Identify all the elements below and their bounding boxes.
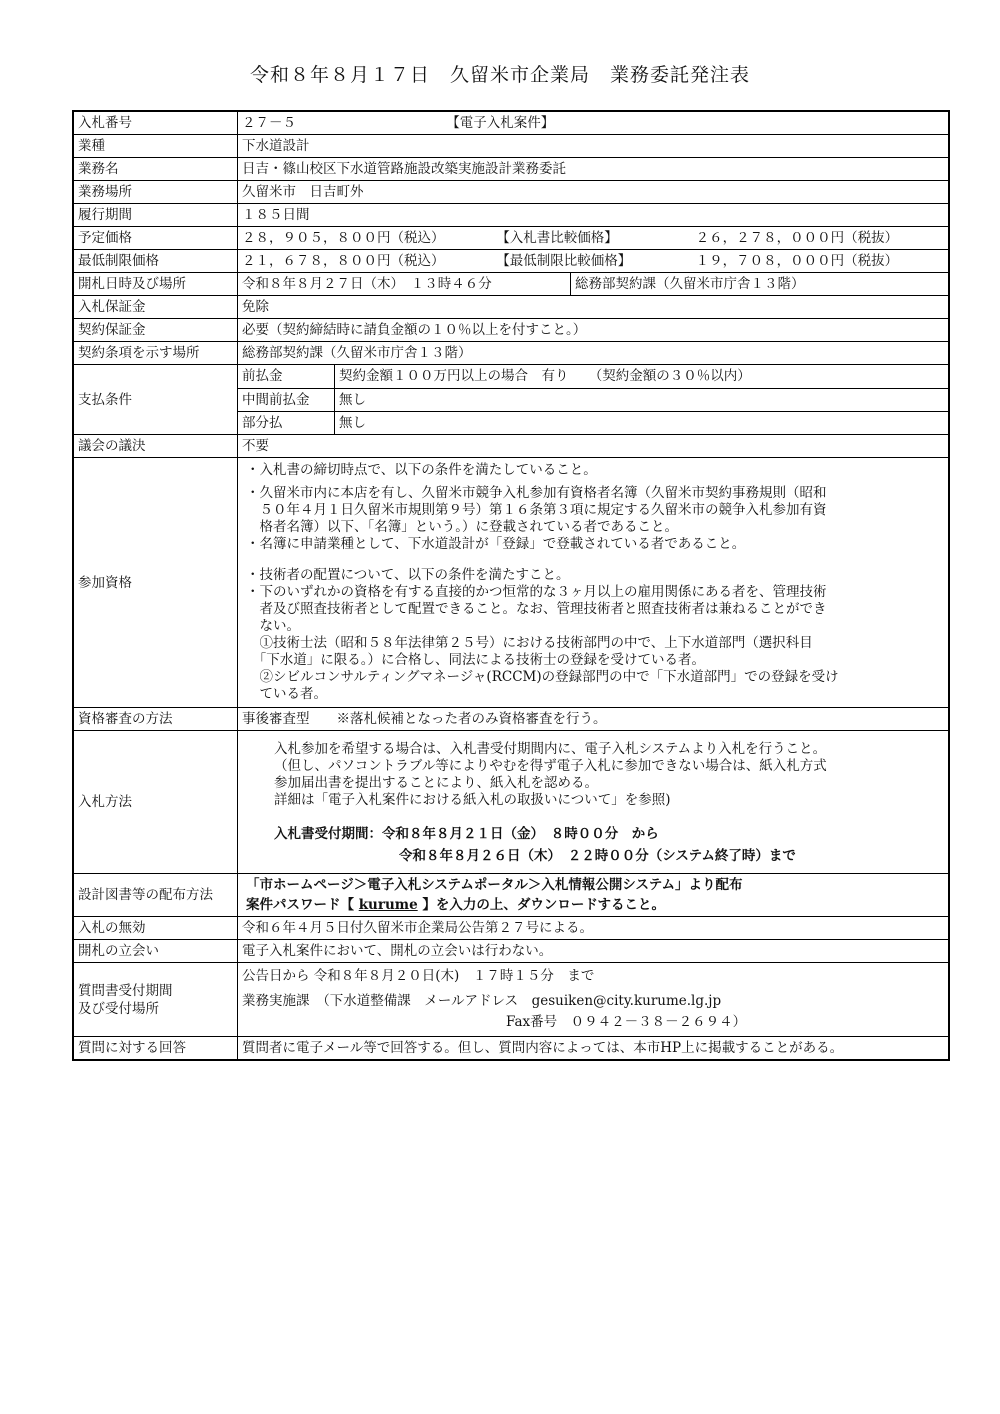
row-terms-place (73, 342, 949, 365)
method-line: 入札参加を希望する場合は、入札書受付期間内に、電子入札システムより入札を行うこと。 (274, 741, 827, 757)
row-contract-deposit (73, 319, 949, 342)
password-prefix: 案件パスワード【 (246, 897, 354, 913)
row-distribution (73, 874, 949, 917)
terms-place-value: 総務部契約課（久留米市庁舎１３階） (238, 342, 950, 365)
row-answer (73, 1037, 949, 1061)
label-review: 資格審査の方法 (73, 708, 238, 731)
qual-line: ②シビルコンサルティングマネージャ(RCCM)の登録部門の中で「下水道部門」での登録を受け (246, 669, 839, 685)
review-value: 事後審査型 ※落札候補となった者のみ資格審査を行う。 (238, 708, 950, 731)
invalid-value: 令和６年４月５日付久留米市企業局公告第２７号による。 (238, 917, 950, 940)
row-period (73, 204, 949, 227)
row-invalid (73, 917, 949, 940)
row-bid-no (73, 111, 949, 135)
opening-datetime: 令和８年８月２７日（木） １３時４６分 (238, 273, 571, 295)
row-planned-price (73, 227, 949, 250)
label-planned-price: 予定価格 (73, 227, 238, 250)
distribution-path: 「市ホームページ＞電子入札システムポータル＞入札情報公開システム」より配布 (246, 877, 743, 893)
question-deadline: 公告日から 令和８年８月２０日(木) １７時１５分 まで (242, 968, 595, 984)
name-value: 日吉・篠山校区下水道管路施設改築実施設計業務委託 (238, 158, 950, 181)
payment-advance-label: 前払金 (238, 365, 335, 388)
row-council (73, 435, 949, 458)
witness-value: 電子入札案件において、開札の立会いは行わない。 (238, 940, 950, 963)
bid-period-from: 令和８年８月２１日（金） ８時００分 から (382, 826, 659, 842)
payment-advance-value: 契約金額１００万円以上の場合 有り （契約金額の３０％以内） (335, 365, 949, 388)
payment-interim-value: 無し (335, 388, 949, 411)
planned-compare-label: 【入札書比較価格】 (496, 230, 618, 246)
row-name (73, 158, 949, 181)
row-type (73, 135, 949, 158)
row-min-price (73, 250, 949, 273)
qual-line: ①技術士法（昭和５８年法律第２５号）における技術部門の中で、上下水道部門（選択科目 (246, 635, 813, 651)
qual-line: 格者名簿）以下、「名簿」という。）に登載されている者であること。 (246, 519, 678, 535)
electronic-bid-tag: 【電子入札案件】 (446, 115, 555, 131)
label-contract-deposit: 契約保証金 (73, 319, 238, 342)
label-question-2: 及び受付場所 (78, 1000, 159, 1017)
payment-partial-value: 無し (335, 411, 949, 434)
label-answer: 質問に対する回答 (73, 1037, 238, 1061)
label-distribution: 設計図書等の配布方法 (73, 874, 238, 917)
label-bid-no: 入札番号 (73, 111, 238, 135)
page-title: 令和８年８月１７日 久留米市企業局 業務委託発注表 (249, 64, 750, 86)
bid-period-to: 令和８年８月２６日（木） ２２時００分（システム終了時）まで (399, 848, 796, 864)
row-review (73, 708, 949, 731)
row-bid-deposit (73, 296, 949, 319)
row-qualification (73, 458, 949, 708)
planned-compare-value: ２６，２７８，０００円（税抜） (695, 230, 899, 246)
qual-line: ・名簿に申請業種として、下水道設計が「登録」で登載されている者であること。 (246, 536, 746, 552)
payment-table (238, 365, 948, 434)
method-text (238, 731, 950, 874)
label-council: 議会の議決 (73, 435, 238, 458)
row-witness (73, 940, 949, 963)
place-value: 久留米市 日吉町外 (238, 181, 950, 204)
label-name: 業務名 (73, 158, 238, 181)
answer-value: 質問者に電子メール等で回答する。但し、質問内容によっては、本市HP上に掲載することがある。 (238, 1037, 950, 1061)
qual-line: ・入札書の締切時点で、以下の条件を満たしていること。 (246, 462, 597, 478)
label-bid-deposit: 入札保証金 (73, 296, 238, 319)
qual-line: ・技術者の配置について、以下の条件を満たすこと。 (246, 567, 570, 583)
method-line: 詳細は「電子入札案件における紙入札の取扱いについて」を参照) (274, 792, 671, 808)
qual-line: 者及び照査技術者として配置できること。なお、管理技術者と照査技術者は兼ねることができ (246, 601, 827, 617)
qual-line: 「下水道」に限る。）に合格し、同法による技術士の登録を受けている者。 (246, 652, 705, 668)
method-line: 参加届出書を提出することにより、紙入札を認める。 (274, 775, 598, 791)
min-compare-value: １９，７０８，０００円（税抜） (695, 253, 899, 269)
qual-line: ている者。 (246, 686, 327, 702)
row-method (73, 731, 949, 874)
label-type: 業種 (73, 135, 238, 158)
label-invalid: 入札の無効 (73, 917, 238, 940)
label-opening: 開札日時及び場所 (73, 273, 238, 296)
min-compare-label: 【最低制限比較価格】 (496, 253, 632, 269)
payment-partial-label: 部分払 (238, 411, 335, 434)
label-question-1: 質問書受付期間 (78, 982, 173, 999)
min-price-value: ２１，６７８，８００円（税込） (242, 253, 445, 269)
qual-line: ない。 (246, 618, 300, 634)
qualification-text (238, 458, 950, 708)
label-period: 履行期間 (73, 204, 238, 227)
qual-line: ・下のいずれかの資格を有する直接的かつ恒常的な３ヶ月以上の雇用関係にある者を、管理技術 (246, 584, 827, 600)
question-contact: 業務実施課 （下水道整備課 メールアドレス gesuiken@city.kurume.lg.jp (242, 993, 722, 1009)
bid-no-value: ２７－５ (242, 115, 296, 131)
type-value: 下水道設計 (238, 135, 950, 158)
council-value: 不要 (238, 435, 950, 458)
row-opening (73, 273, 949, 296)
method-line: （但し、パソコントラブル等によりやむを得ず電子入札に参加できない場合は、紙入札方式 (274, 758, 827, 774)
row-question (73, 963, 949, 1037)
label-witness: 開札の立会い (73, 940, 238, 963)
label-qualification: 参加資格 (73, 458, 238, 708)
contract-deposit-value: 必要（契約締結時に請負金額の１０％以上を付すこと。） (238, 319, 950, 342)
opening-place: 総務部契約課（久留米市庁舎１３階） (575, 276, 805, 292)
label-method: 入札方法 (73, 731, 238, 874)
row-place (73, 181, 949, 204)
row-payment (73, 365, 949, 435)
planned-price-value: ２８，９０５，８００円（税込） (242, 230, 445, 246)
order-table (72, 110, 950, 1061)
label-payment: 支払条件 (73, 365, 238, 435)
bid-deposit-value: 免除 (238, 296, 950, 319)
question-fax: Fax番号 ０９４２－３８－２６９４） (506, 1014, 747, 1030)
password-suffix: 】を入力の上、ダウンロードすること。 (422, 897, 665, 913)
label-terms-place: 契約条項を示す場所 (73, 342, 238, 365)
payment-interim-label: 中間前払金 (238, 388, 335, 411)
period-value: １８５日間 (238, 204, 950, 227)
password-value: kurume (358, 897, 418, 913)
label-min-price: 最低制限価格 (73, 250, 238, 273)
qual-line: ５０年４月１日久留米市規則第９号）第１６条第３項に規定する久留米市の競争入札参加有資 (246, 502, 827, 518)
bid-period-label: 入札書受付期間： (274, 826, 382, 842)
qual-line: ・久留米市内に本店を有し、久留米市競争入札参加有資格者名簿（久留米市契約事務規則（昭和 (246, 485, 827, 501)
label-place: 業務場所 (73, 181, 238, 204)
